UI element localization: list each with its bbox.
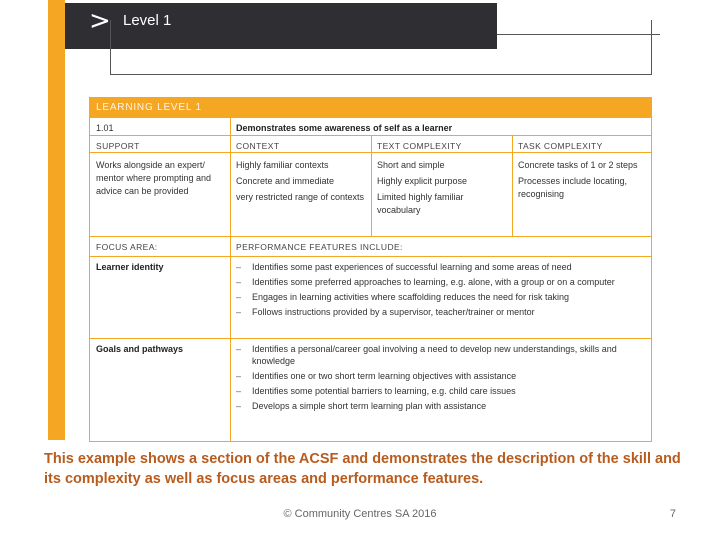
performance-feature-list	[236, 343, 646, 415]
support-description: Works alongside an expert/ mentor where prompting and advice can be provided	[96, 160, 212, 196]
performance-feature: – Follows instructions provided by a supervisor, teacher/trainer or mentor	[236, 306, 646, 318]
column-divider	[371, 135, 372, 236]
text-complexity-list	[377, 159, 507, 217]
page-number: 7	[669, 508, 676, 520]
context-item: Highly familiar contexts	[236, 160, 329, 170]
context-item: very restricted range of contexts	[236, 192, 365, 202]
performance-feature-list	[236, 261, 646, 321]
task-complexity-item: Concrete tasks of 1 or 2 steps	[518, 160, 638, 170]
focus-area-name: Learner identity	[96, 262, 164, 272]
column-label-context: CONTEXT	[236, 141, 280, 151]
text-complexity-item: Limited highly familiar vocabulary	[377, 192, 464, 215]
column-label-support: SUPPORT	[96, 141, 140, 151]
task-complexity-list	[518, 159, 648, 201]
column-label-text-complexity: TEXT COMPLEXITY	[377, 141, 462, 151]
performance-feature: – Identifies some preferred approaches to learning, e.g. alone, with a group or on a computer	[236, 276, 646, 288]
table-heading	[90, 98, 651, 118]
focus-area-label: FOCUS AREA:	[96, 242, 158, 252]
indicator-text: Demonstrates some awareness of self as a learner	[236, 123, 453, 133]
performance-feature: – Identifies some past experiences of successful learning and some areas of need	[236, 261, 646, 273]
text-complexity-item: Highly explicit purpose	[377, 176, 468, 186]
row-divider	[90, 338, 651, 339]
performance-features-label: PERFORMANCE FEATURES INCLUDE:	[236, 242, 403, 252]
column-divider	[230, 118, 231, 441]
performance-feature: – Engages in learning activities where scaffolding reduces the need for risk taking	[236, 291, 646, 303]
chevron-right-icon: >	[89, 6, 111, 36]
decorative-frame	[110, 20, 652, 75]
level-title: Level 1	[123, 12, 172, 29]
performance-feature: – Develops a simple short term learning plan with assistance	[236, 400, 646, 412]
performance-feature: – Identifies some potential barriers to learning, e.g. child care issues	[236, 385, 646, 397]
text-complexity-item: Short and simple	[377, 160, 445, 170]
column-divider	[512, 135, 513, 236]
task-complexity-item: Processes include locating, recognising	[518, 176, 628, 199]
orange-side-strip	[48, 0, 65, 440]
context-item: Concrete and immediate	[236, 176, 335, 186]
column-label-task-complexity: TASK COMPLEXITY	[518, 141, 603, 151]
slide-caption: This example shows a section of the ACSF and demonstrates the description of the skill and its complexity as well as focus areas and performance features.	[44, 451, 681, 487]
row-divider	[90, 236, 651, 237]
performance-feature: – Identifies a personal/career goal involving a need to develop new understandings, skills and knowledge	[236, 343, 646, 367]
table-heading-text: LEARNING LEVEL 1	[96, 102, 202, 113]
footer-copyright: © Community Centres SA 2016	[283, 508, 437, 520]
context-list	[236, 159, 366, 204]
decorative-rule	[497, 34, 660, 35]
row-divider	[90, 256, 651, 257]
learning-level-table	[89, 97, 652, 442]
performance-feature: – Identifies one or two short term learning objectives with assistance	[236, 370, 646, 382]
focus-area-name: Goals and pathways	[96, 344, 184, 354]
indicator-code: 1.01	[96, 123, 114, 133]
